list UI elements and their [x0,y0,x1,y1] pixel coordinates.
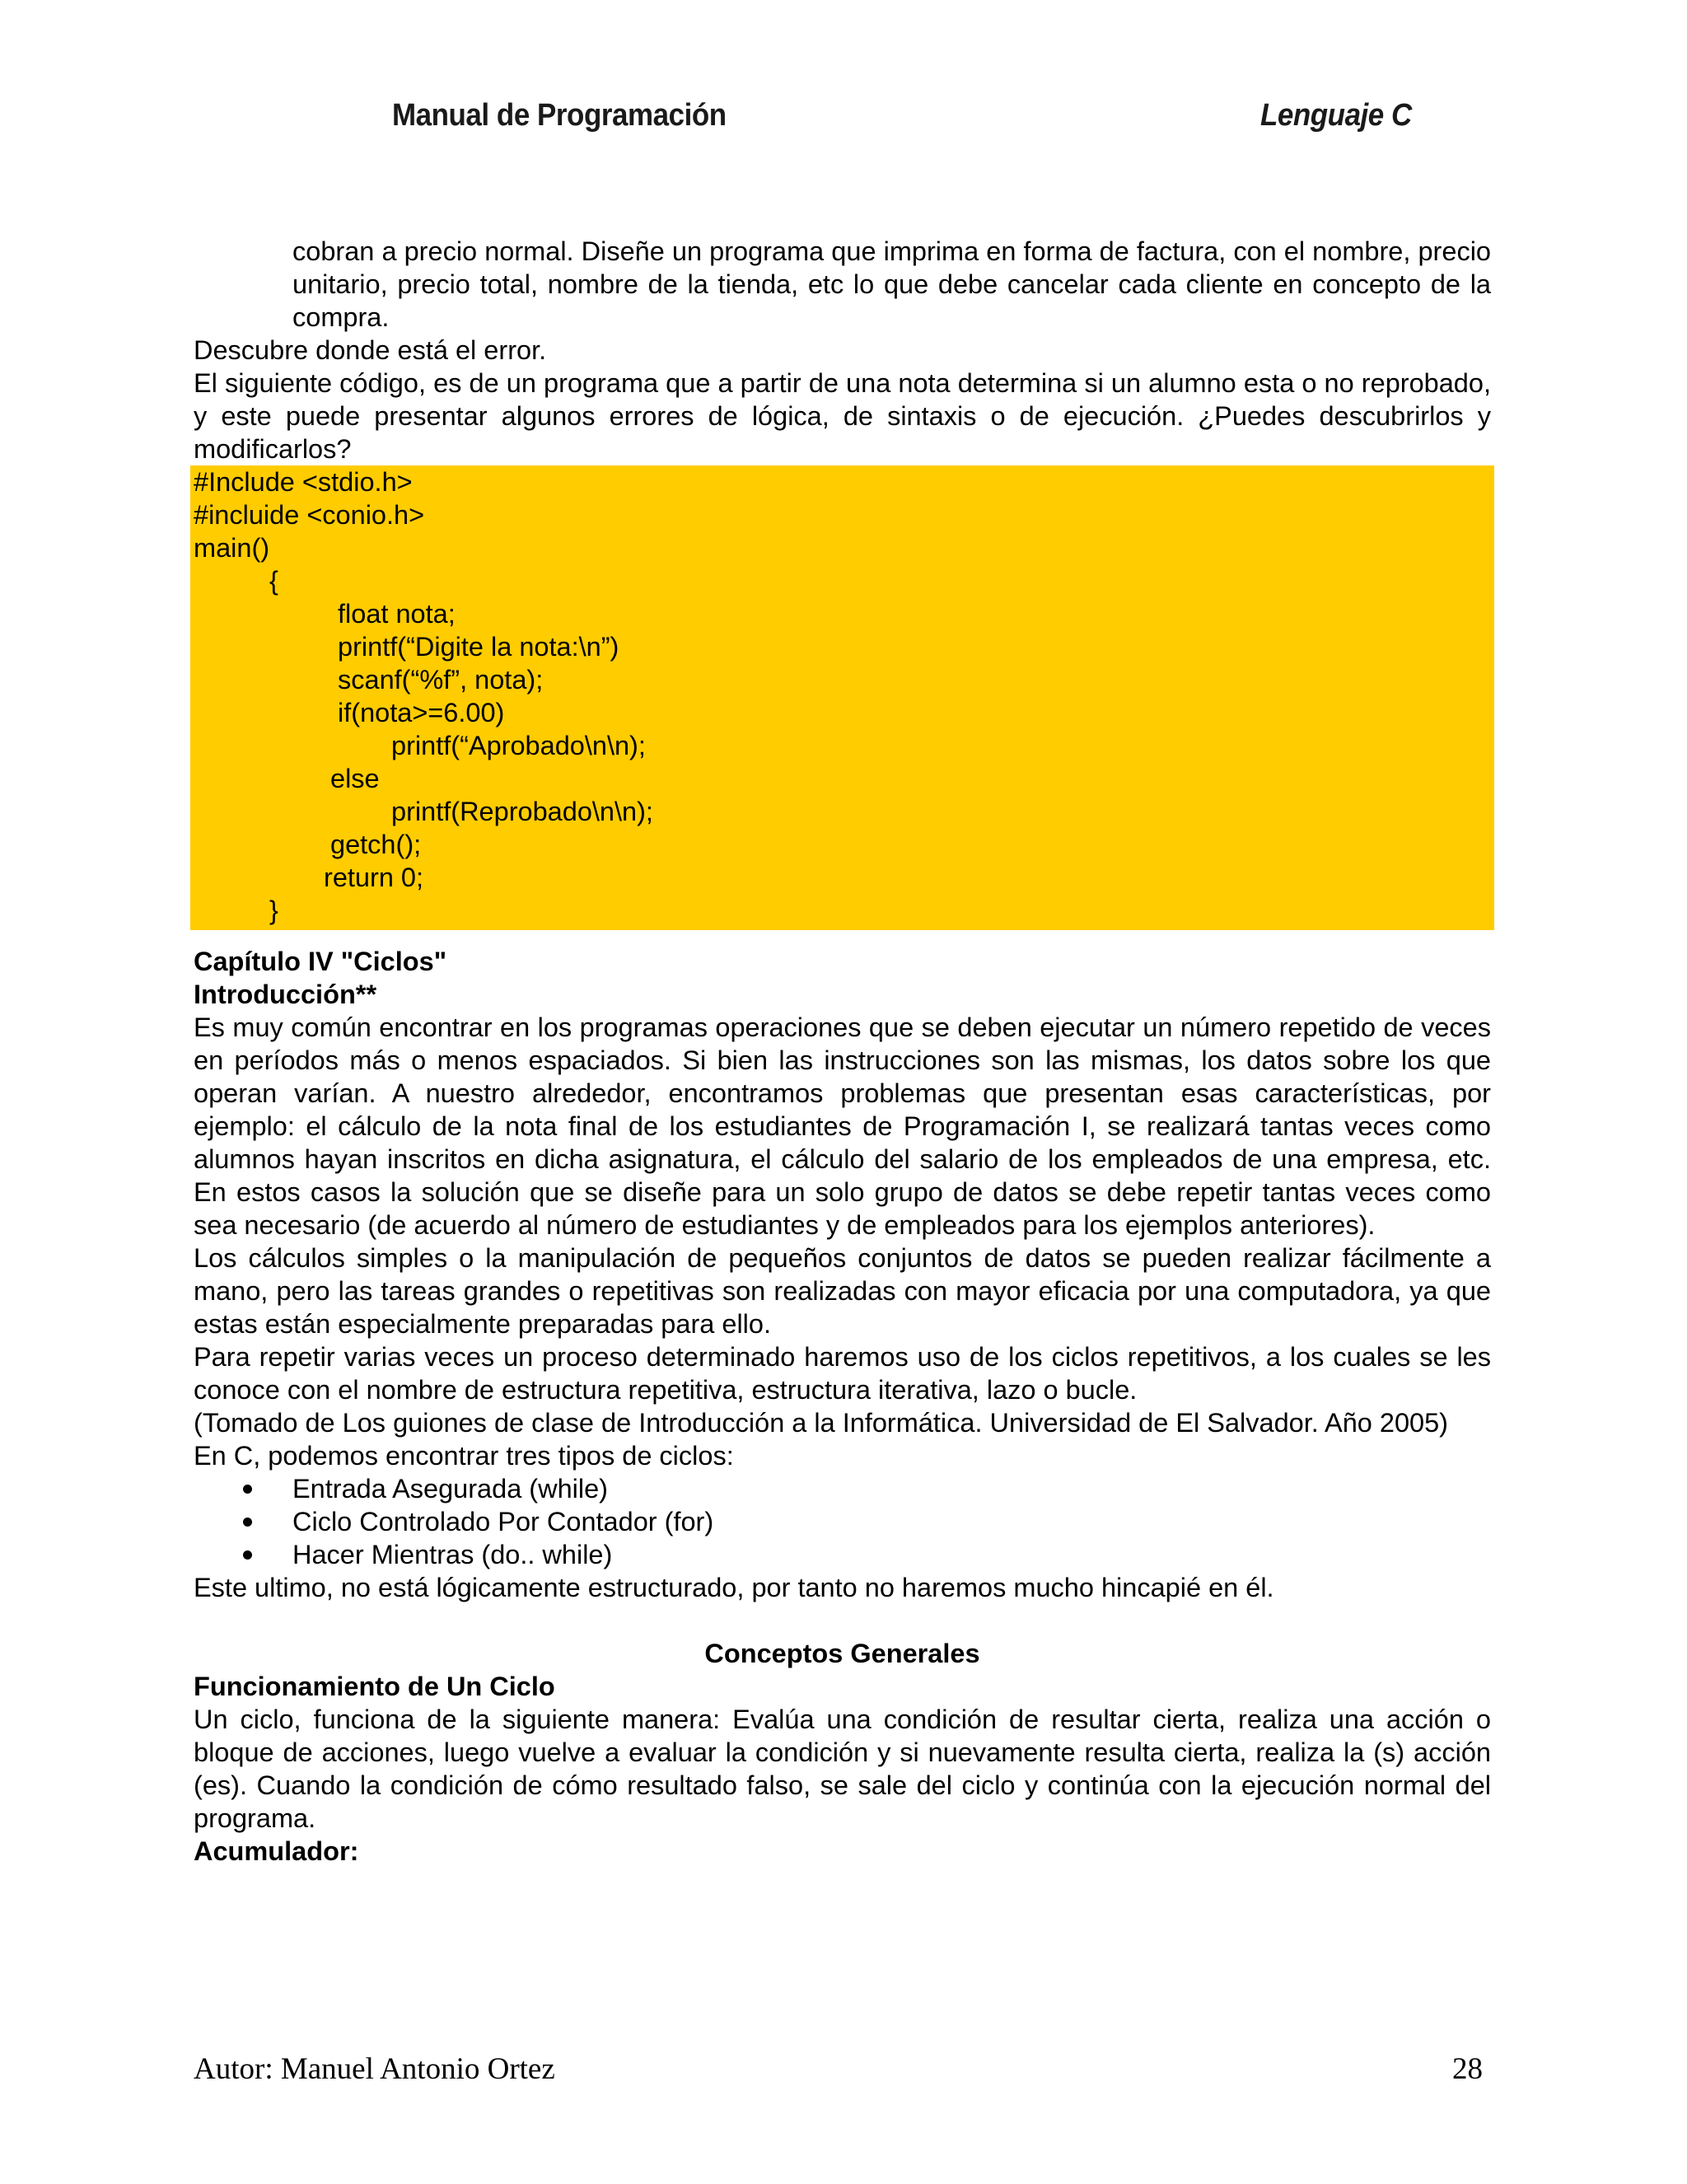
header-language-title: Lenguaje C [1260,98,1412,133]
footer-author: Autor: Manuel Antonio Ortez [194,2052,555,2086]
chapter-title: Capítulo IV "Ciclos" [194,947,447,976]
loop-types-list [194,1472,1491,1571]
section-title: Conceptos Generales [704,1639,980,1668]
code-line: #Include <stdio.h> [194,467,413,497]
code-line: { [269,566,278,596]
code-line: float nota; [338,599,456,629]
bullet-icon [243,1550,252,1560]
code-block [190,465,1494,930]
subsection-text: Un ciclo, funciona de la siguiente manera: Evalúa una condición de resultar cierta, realiza una acción o bloque de acciones, luego vuelve a evaluar la condición y si nuevamente resulta cierta, realiza la (s) acción (es). Cuando la condición de cómo resultado falso, se sale del ciclo y continúa con la ejecución normal del programa. [194,1705,1491,1833]
code-line: printf(“Digite la nota:\n”) [338,632,619,662]
code-line: #incluide <conio.h> [194,500,425,530]
bullet-icon [243,1485,252,1494]
subsection-title: Funcionamiento de Un Ciclo [194,1672,555,1701]
code-line: printf(Reprobado\n\n); [391,797,653,826]
paragraph: (Tomado de Los guiones de clase de Introducción a la Informática. Universidad de El Salvador. Año 2005) [194,1408,1449,1438]
list-item: Hacer Mientras (do.. while) [194,1538,1491,1571]
code-line: scanf(“%f”, nota); [338,665,544,694]
intro-heading: Introducción** [194,980,377,1009]
header-manual-title: Manual de Programación [392,98,727,133]
list-item: Entrada Asegurada (while) [194,1472,1491,1505]
code-line: return 0; [324,863,424,892]
paragraph: Los cálculos simples o la manipulación de pequeños conjuntos de datos se pueden realizar fácilmente a mano, pero las tareas grandes o repetitivas son realizadas con mayor eficacia por una computadora, ya que estas están especialmente preparadas para ello. [194,1243,1491,1339]
paragraph: Para repetir varias veces un proceso determinado haremos uso de los ciclos repetitivos, a los cuales se les conoce con el nombre de estructura repetitiva, estructura iterativa, lazo o bucle. [194,1342,1491,1405]
exercise-tail: cobran a precio normal. Diseñe un programa que imprima en forma de factura, con el nombre, precio unitario, precio total, nombre de la tienda, etc lo que debe cancelar cada cliente en concepto de la compra. [292,236,1491,332]
accumulator-heading: Acumulador: [194,1836,359,1866]
paragraph: Es muy común encontrar en los programas operaciones que se deben ejecutar un número repetido de veces en períodos más o menos espaciados. Si bien las instrucciones son las mismas, los datos sobre los que operan varían. A nuestro alrededor, encontramos problemas que presentan esas características, por ejemplo: el cálculo de la nota final de los estudiantes de Programación I, se realizará tantas veces como alumnos hayan inscritos en dicha asignatura, el cálculo del salario de los empleados de una empresa, etc. En estos casos la solución que se diseñe para un solo grupo de datos se debe repetir tantas veces como sea necesario (de acuerdo al número de estudiantes y de empleados para los ejemplos anteriores). [194,1012,1491,1240]
code-line: } [269,896,278,925]
page-number: 28 [1452,2052,1483,2086]
code-line: printf(“Aprobado\n\n); [391,731,646,760]
closing-note: Este ultimo, no está lógicamente estructurado, por tanto no haremos mucho hincapié en él. [194,1573,1274,1602]
error-intro: El siguiente código, es de un programa que a partir de una nota determina si un alumno esta o no reprobado, y este puede presentar algunos errores de lógica, de sintaxis o de ejecución. ¿Puedes descubrirlos y modificarlos? [194,368,1491,464]
list-item: Ciclo Controlado Por Contador (for) [194,1505,1491,1538]
bullet-icon [243,1518,252,1527]
code-line: if(nota>=6.00) [338,698,505,727]
error-title: Descubre donde está el error. [194,335,547,365]
code-line: main() [194,533,270,563]
paragraph: En C, podemos encontrar tres tipos de ciclos: [194,1441,734,1471]
page-body [194,235,1491,1868]
code-line: else [330,764,380,793]
code-line: getch(); [330,830,422,859]
